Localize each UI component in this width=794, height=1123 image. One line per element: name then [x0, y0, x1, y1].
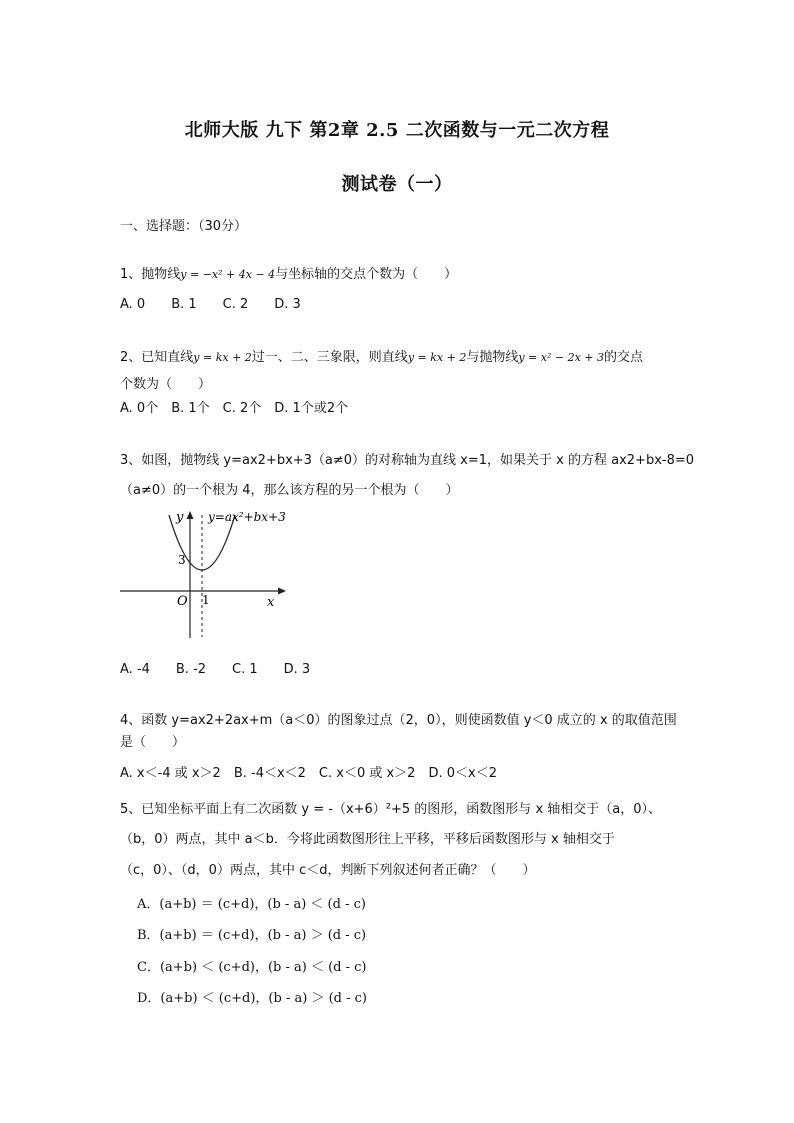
question-2-formula-line: y = kx + 2	[193, 351, 252, 364]
question-4-options: A. x＜-4 或 x＞2 B. -4＜x＜2 C. x＜0 或 x＞2 D. 0＜x＜2	[120, 766, 497, 781]
question-3-graph	[118, 505, 290, 640]
question-2-formula-line-2: y = kx + 2	[407, 351, 467, 364]
curve-label: y=ax²+bx+3	[208, 510, 286, 524]
tick-label-y: 3	[178, 553, 186, 567]
origin-label: O	[177, 594, 188, 609]
question-2-options: A. 0个 B. 1个 C. 2个 D. 1个或2个	[120, 401, 349, 416]
page-title: 北师大版 九下 第2章 2.5 二次函数与一元二次方程	[184, 120, 610, 141]
x-axis-arrow-icon	[278, 588, 286, 595]
question-2-text-1: 过一、二、三象限，则直线	[251, 350, 408, 365]
question-5-option-c: C．(a+b) ＜ (c+d)，(b - a) ＜ (d - c)	[137, 960, 367, 975]
section-header: 一、选择题：（30分）	[120, 219, 248, 234]
question-2	[120, 349, 643, 367]
y-axis-arrow-icon	[187, 511, 194, 519]
question-5-option-d: D．(a+b) ＜ (c+d)，(b - a) ＞ (d - c)	[137, 991, 367, 1006]
question-4-line-2: 是（ ）	[120, 735, 186, 750]
question-1	[120, 266, 457, 284]
question-1-options: A. 0 B. 1 C. 2 D. 3	[120, 297, 301, 312]
y-axis-label: y	[176, 510, 184, 525]
question-2-prefix: 2、已知直线	[120, 350, 194, 365]
question-2-text-2: 与抛物线	[466, 350, 519, 365]
tick-label-x: 1	[202, 593, 210, 607]
question-5-line-2: （b，0）两点，其中 a＜b．今将此函数图形往上平移，平移后函数图形与 x 轴相交于	[120, 832, 615, 847]
question-4: 4、函数 y=ax2+2ax+m（a＜0）的图象过点（2，0），则使函数值 y＜0 成立的 x 的取值范围	[120, 713, 677, 728]
question-2-line-2: 个数为（ ）	[120, 377, 212, 392]
question-2-text-3: 的交点	[604, 350, 644, 365]
question-1-formula: y = −x² + 4x − 4	[180, 268, 276, 281]
x-axis-label: x	[267, 595, 275, 610]
question-5-line-3: （c，0）、（d，0）两点，其中 c＜d，判断下列叙述何者正确？（ ）	[120, 863, 536, 878]
question-5: 5、已知坐标平面上有二次函数 y = -（x+6）²+5 的图形，函数图形与 x 轴相交于（a，0）、	[120, 802, 662, 817]
question-5-option-a: A．(a+b) ＝ (c+d)，(b - a) ＜ (d - c)	[137, 897, 366, 912]
question-1-suffix: 与坐标轴的交点个数为（ ）	[275, 267, 458, 282]
question-1-prefix: 1、抛物线	[120, 267, 181, 282]
question-3-line-2: （a≠0）的一个根为 4，那么该方程的另一个根为（ ）	[120, 483, 459, 498]
question-3-options: A. -4 B. -2 C. 1 D. 3	[120, 662, 311, 677]
question-3: 3、如图，抛物线 y=ax2+bx+3（a≠0）的对称轴为直线 x=1，如果关于 x 的方程 ax2+bx-8=0	[120, 453, 695, 468]
question-2-formula-parabola: y = x² − 2x + 3	[518, 351, 605, 364]
page-subtitle: 测试卷（一）	[341, 174, 453, 195]
question-5-option-b: B．(a+b) ＝ (c+d)，(b - a) ＞ (d - c)	[137, 928, 367, 943]
